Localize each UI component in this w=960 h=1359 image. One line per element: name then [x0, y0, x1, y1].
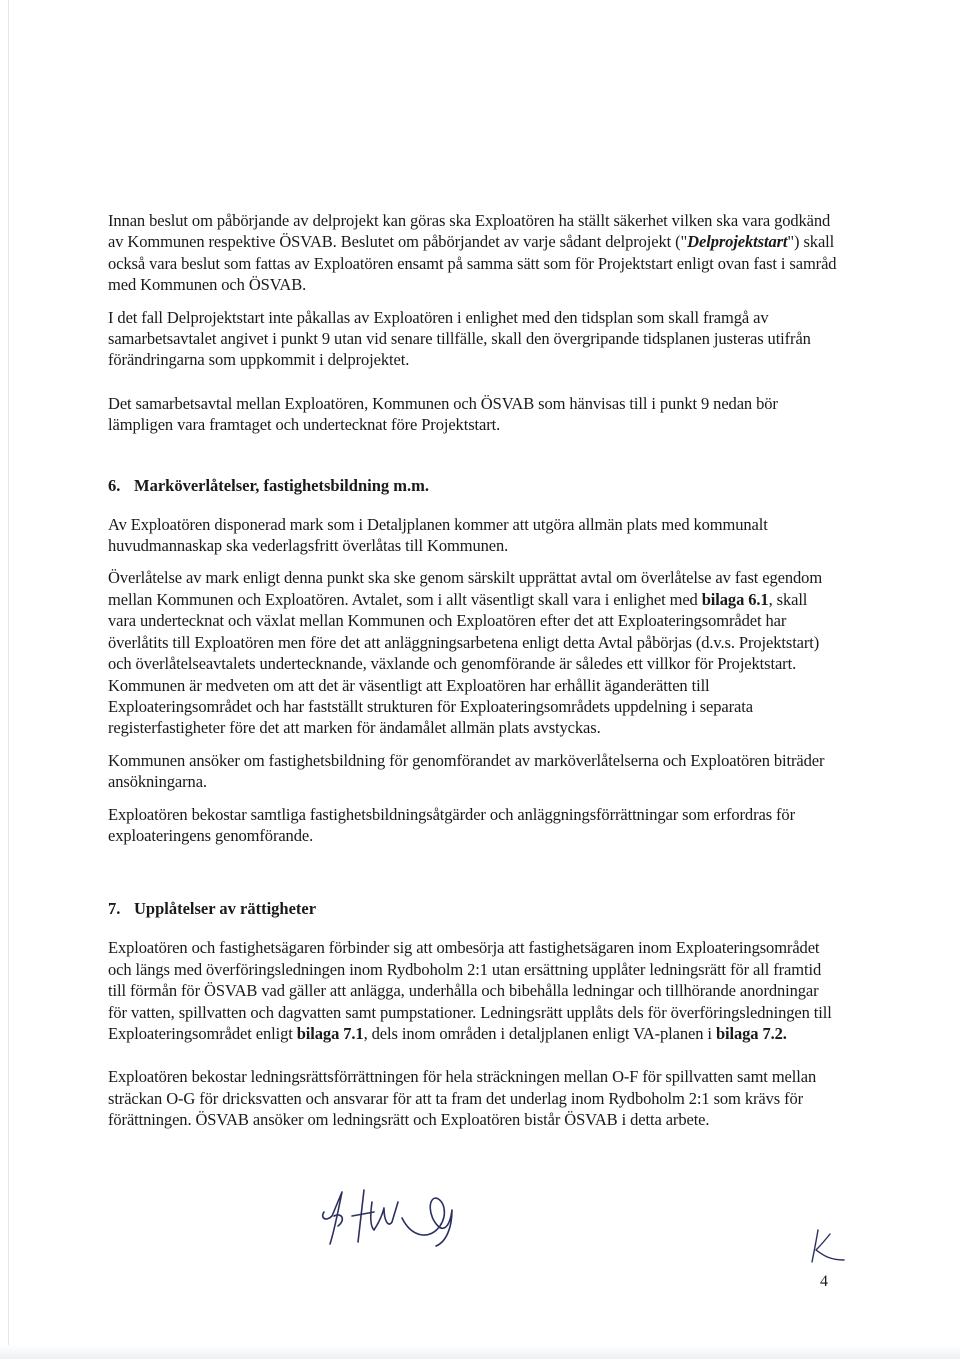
section-number: 6.	[108, 475, 121, 495]
attachment-reference: bilaga 6.1	[701, 589, 769, 609]
paragraph-text: Innan beslut om påbörjande av delprojekt kan göras ska Exploatören ha ställt säkerhet vilken ska vara godkänd av Kommunen respektive ÖSVAB. Beslutet om påbörjandet av varje sådant delprojekt ("	[108, 211, 831, 252]
document-body	[108, 210, 838, 1131]
paragraph-ledningsrattsforrattning: Exploatören bekostar ledningsrättsförrättningen för hela sträckningen mellan O-F för spillvatten samt mellan sträckan O-G för dricksvatten och ansvarar för att ta fram det underlag inom Rydboholm 2:1 som krävs för förättningen. ÖSVAB ansöker om ledningsrätt och Exploatören bistår ÖSVAB i detta arbete.	[108, 1067, 817, 1130]
paragraph-text: Exploatören och fastighetsägaren förbinder sig att ombesörja att fastighetsägaren inom Exploateringsområdet och längs med överföringsledningen inom Rydboholm 2:1 utan ersättning upplåter ledningsrätt för all framtid till förmån för ÖSVAB vad gäller att anlägga, underhålla och bibehålla ledningar och tillhörande anordningar för vatten, spillvatten och dagvatten samt pumpstationer. Ledningsrätt upplåts dels för överföringsledningen till Exploateringsområdet enligt	[108, 938, 832, 1043]
paragraph-ledningsratt	[108, 937, 838, 1044]
paragraph-text: Överlåtelse av mark enligt denna punkt ska ske genom särskilt upprättat avtal om överlåtelse av fast egendom mellan Kommunen och Exploatören. Avtalet, som i allt väsentligt skall vara i enlighet med	[108, 568, 823, 609]
defined-term: Delprojektstart	[687, 232, 788, 252]
paragraph-text: ") skall också vara beslut som fattas av Exploatören ensamt på samma sätt som för Projektstart enligt ovan fast i samråd med Kommunen och ÖSVAB.	[108, 232, 837, 295]
paragraph-fastighetsbildning: Kommunen ansöker om fastighetsbildning för genomförandet av marköverlåtelserna och Exploatören biträder ansökningarna.	[108, 750, 825, 792]
scan-bottom-edge	[0, 1345, 960, 1359]
signature-icon	[312, 1182, 512, 1252]
scan-edge	[8, 0, 9, 1359]
section-7-heading	[108, 898, 838, 919]
paragraph-text: , dels inom områden i detaljplanen enligt VA-planen i	[363, 1023, 716, 1043]
paragraph-delprojektstart	[108, 210, 838, 296]
paragraph-text: , skall vara undertecknat och växlat mellan Kommunen och Exploatören efter det att Exploateringsområdet har överlåtits till Exploatören men före det att anläggningsarbetena enligt detta Avtal påbörjas (d.v.s. Projektstart) och överlåtelseavtalets undertecknande, växlande och genomförande är således ett villkor för Projektstart. Kommunen är medveten om att det är väsentligt att Exploatören har erhållit äganderätten till Exploateringsområdet och har fastställt strukturen för Exploateringsområdets uppdelning i separata registerfastigheter före det att marken för ändamålet allmän plats avstyckas.	[108, 589, 820, 738]
paragraph-tidsplan: I det fall Delprojektstart inte påkallas av Exploatören i enlighet med den tidsplan som skall framgå av samarbetsavtalet angivet i punkt 9 utan vid senare tillfälle, skall den övergripande tidsplanen justeras utifrån förändringarna som uppkommit i delprojektet.	[108, 307, 811, 370]
section-6-heading	[108, 475, 838, 496]
section-title: Marköverlåtelser, fastighetsbildning m.m.	[134, 475, 429, 495]
paragraph-mark-overlatelse: Av Exploatören disponerad mark som i Detaljplanen kommer att utgöra allmän plats med kommunalt huvudmannaskap ska vederlagsfritt överlåtas till Kommunen.	[108, 514, 768, 556]
section-title: Upplåtelser av rättigheter	[134, 899, 317, 919]
paragraph-overlatelseavtal	[108, 567, 838, 738]
section-number: 7.	[108, 899, 121, 919]
attachment-reference: bilaga 7.2.	[715, 1023, 787, 1043]
paragraph-samarbetsavtal: Det samarbetsavtal mellan Exploatören, Kommunen och ÖSVAB som hänvisas till i punkt 9 nedan bör lämpligen vara framtaget och undertecknat före Projektstart.	[108, 393, 778, 435]
initials-icon	[804, 1226, 854, 1266]
paragraph-bekostnad: Exploatören bekostar samtliga fastighetsbildningsåtgärder och anläggningsförrättningar som erfordras för exploateringens genomförande.	[108, 804, 795, 845]
page-number: 4	[820, 1273, 828, 1290]
attachment-reference: bilaga 7.1	[296, 1023, 364, 1043]
